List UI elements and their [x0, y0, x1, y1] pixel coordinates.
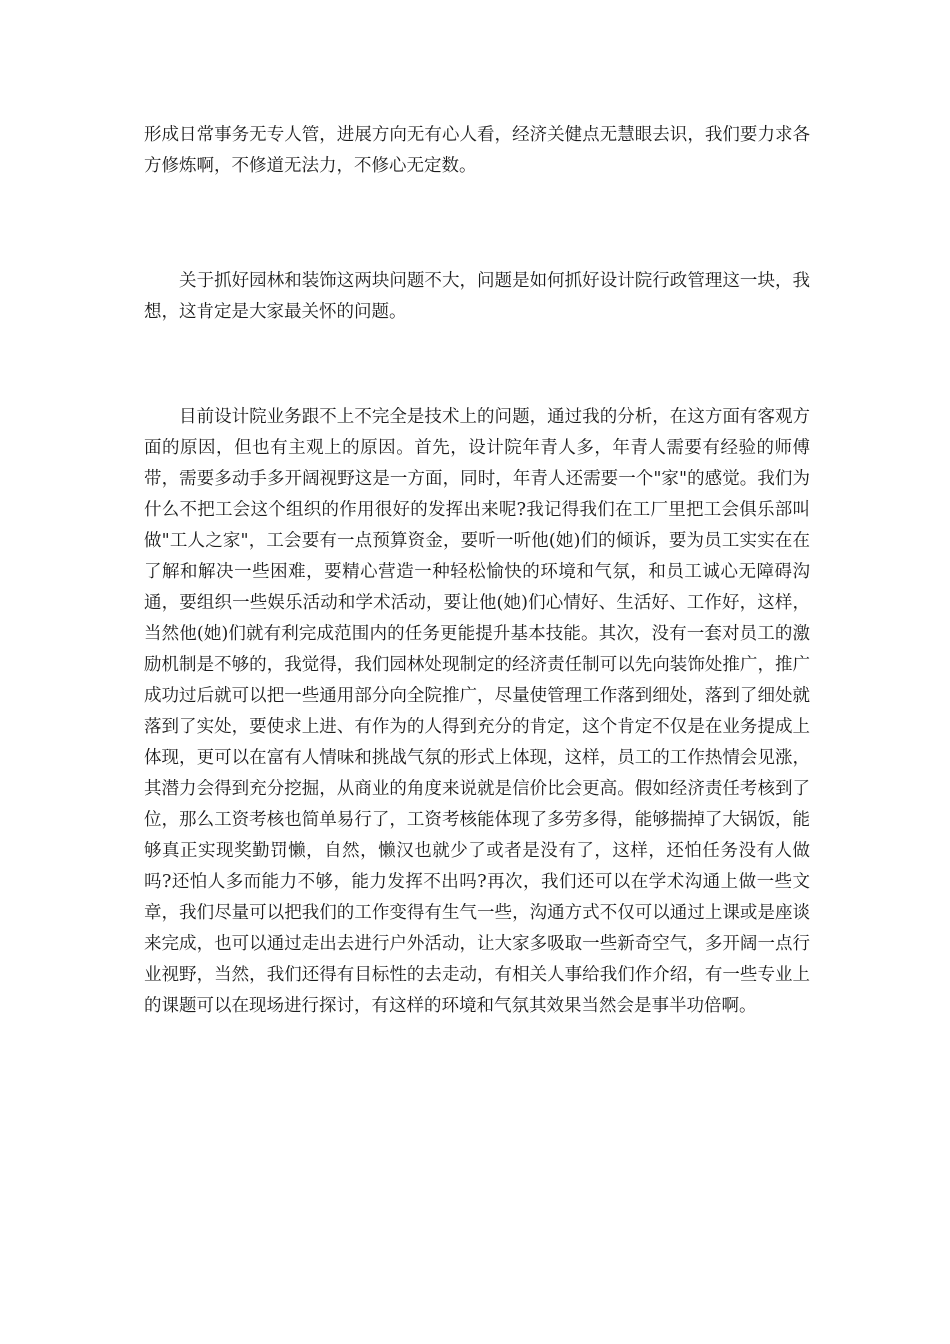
- paragraph-admin-management: 关于抓好园林和装饰这两块问题不大，问题是如何抓好设计院行政管理这一块，我想，这肯定是大家最关怀的问题。: [144, 271, 810, 322]
- paragraph-daily-affairs: 形成日常事务无专人管，进展方向无有心人看，经济关健点无慧眼去识，我们要力求各方修炼啊，不修道无法力，不修心无定数。: [144, 125, 810, 176]
- paragraph-design-institute-analysis: 目前设计院业务跟不上不完全是技术上的问题，通过我的分析，在这方面有客观方面的原因，但也有主观上的原因。首先，设计院年青人多，年青人需要有经验的师傅带，需要多动手多开阔视野这是一方面，同时，年青人还需要一个"家"的感觉。我们为什么不把工会这个组织的作用很好的发挥出来呢?我记得我们在工厂里把工会俱乐部叫做"工人之家"，工会要有一点预算资金，要听一听他(她)们的倾诉，要为员工实实在在了解和解决一些困难，要精心营造一种轻松愉快的环境和气氛，和员工诚心无障碍沟通，要组织一些娱乐活动和学术活动，要让他(她)们心情好、生活好、工作好，这样，当然他(她)们就有利完成范围内的任务更能提升基本技能。其次，没有一套对员工的激励机制是不够的，我觉得，我们园林处现制定的经济责任制可以先向装饰处推广，推广成功过后就可以把一些通用部分向全院推广，尽量使管理工作落到细处，落到了细处就落到了实处，要使求上进、有作为的人得到充分的肯定，这个肯定不仅是在业务提成上体现，更可以在富有人情味和挑战气氛的形式上体现，这样，员工的工作热情会见涨，其潜力会得到充分挖掘，从商业的角度来说就是信价比会更高。假如经济责任考核到了位，那么工资考核也简单易行了，工资考核能体现了多劳多得，能够揣掉了大锅饭，能够真正实现奖勤罚懒，自然，懒汉也就少了或者是没有了，这样，还怕任务没有人做吗?还怕人多而能力不够，能力发挥不出吗?再次，我们还可以在学术沟通上做一些文章，我们尽量可以把我们的工作变得有生气一些，沟通方式不仅可以通过上课或是座谈来完成，也可以通过走出去进行户外活动，让大家多吸取一些新奇空气，多开阔一点行业视野，当然，我们还得有目标性的去走动，有相关人事给我们作介绍，有一些专业上的课题可以在现场进行探讨，有这样的环境和气氛其效果当然会是事半功倍啊。: [144, 407, 810, 1016]
